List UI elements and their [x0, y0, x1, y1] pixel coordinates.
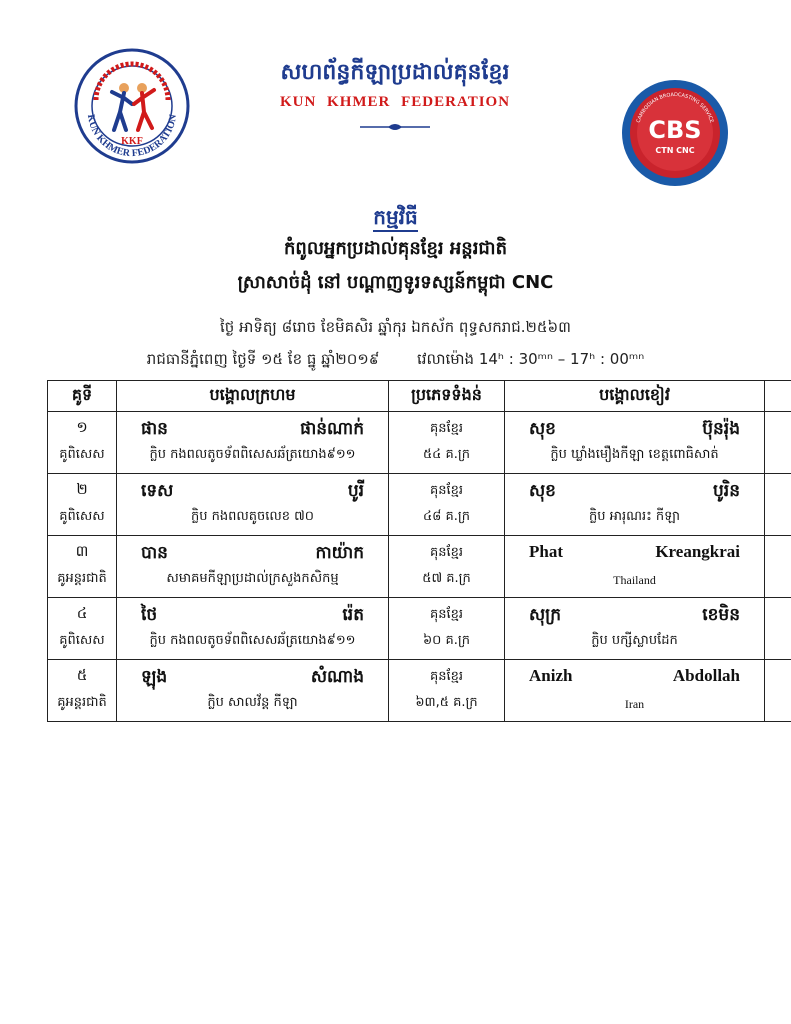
table-row: [48, 536, 791, 598]
header-red-corner: បង្គោលក្រហម: [117, 381, 389, 412]
federation-name-khmer: សហព័ន្ធកីឡាប្រដាល់គុនខ្មែរ: [280, 60, 510, 85]
blue-fighter-first-name: សុក្រ: [529, 605, 562, 625]
weight-type: គុនខ្មែរ: [429, 483, 463, 498]
header-extra: [765, 381, 791, 412]
blue-fighter-first-name: Phat: [529, 542, 563, 561]
ornament-divider: [358, 122, 432, 132]
bout-table: [47, 380, 791, 722]
weight-value: ៦៣,៥ គ.ក្រ: [415, 695, 478, 710]
red-fighter-last-name: សំណាង: [310, 667, 364, 687]
extra-cell: [765, 598, 791, 660]
blue-fighter-last-name: Kreangkrai: [655, 542, 740, 561]
extra-cell: [765, 474, 791, 536]
blue-fighter-last-name: Abdollah: [672, 666, 740, 685]
table-row: [48, 412, 791, 474]
bout-number: ៣: [75, 542, 89, 560]
blue-fighter-first-name: Anizh: [529, 666, 573, 685]
blue-fighter-first-name: សុខ: [529, 481, 556, 501]
red-fighter-last-name: រ៉េត: [342, 605, 364, 625]
bout-category: គូពិសេស: [59, 447, 105, 462]
red-fighter-club: ក្លិប កងពលតូចទ័ពពិសេសឆ័ត្រយោង៩១១: [149, 447, 356, 462]
blue-fighter-club: ក្លិប បក្សីស្លាបដែក: [591, 633, 678, 648]
red-fighter-club: សមាគមកីឡាប្រដាល់ក្រសួងកសិកម្ម: [166, 571, 339, 586]
red-fighter-club: ក្លិប សាលវ័ន្ត កីឡា: [207, 695, 298, 710]
program-title-text: កម្មវិធី: [373, 205, 417, 232]
bout-category: គូពិសេស: [59, 633, 105, 648]
kkf-logo: [74, 48, 190, 164]
red-fighter-last-name: ផាន់ណាក់: [300, 419, 364, 439]
place-time-line: [0, 350, 791, 372]
weight-type: គុនខ្មែរ: [429, 607, 463, 622]
cbs-logo-ring-text: CAMBODIAN BROADCASTING SERVICE: [635, 91, 715, 124]
blue-fighter-first-name: សុខ: [529, 419, 556, 439]
blue-fighter-country: Thailand: [613, 573, 656, 587]
bout-category: គូអន្តរជាតិ: [57, 695, 107, 710]
red-fighter-last-name: បូរី: [347, 481, 364, 501]
blue-fighter-club: ក្លិប អារុណរះ កីឡា: [588, 509, 681, 524]
cbs-logo-text: CBS: [648, 116, 702, 144]
weight-value: ៥៧ គ.ក្រ: [422, 571, 471, 586]
blue-fighter-country: Iran: [624, 697, 645, 711]
weight-type: គុនខ្មែរ: [429, 669, 463, 684]
blue-fighter-last-name: ខេមិន: [702, 605, 740, 625]
program-subtitle-1: កំពូលអ្នកប្រដាល់គុនខ្មែរ អន្តរជាតិ: [283, 238, 507, 259]
extra-cell: [765, 536, 791, 598]
bout-category: គូពិសេស: [59, 509, 105, 524]
table-row: [48, 474, 791, 536]
weight-type: គុនខ្មែរ: [429, 545, 463, 560]
extra-cell: [765, 660, 791, 722]
weight-value: ៤៨ គ.ក្រ: [422, 509, 471, 524]
extra-cell: [765, 412, 791, 474]
federation-name-english: KUN KHMER FEDERATION: [279, 94, 511, 110]
cbs-logo: [620, 78, 730, 188]
program-subtitle-2: ស្រាសាច់ដុំ នៅ បណ្តាញទូរទស្សន៍កម្ពុជា CNC: [237, 272, 554, 293]
header-weight-class: ប្រភេទទំងន់: [389, 381, 505, 412]
blue-fighter-last-name: បូរិន: [713, 481, 740, 501]
red-fighter-first-name: ឡុង: [141, 667, 168, 687]
red-fighter-club: ក្លិប កងពលតូចលេខ ៧០: [190, 509, 315, 524]
red-fighter-first-name: ផាន: [141, 419, 168, 439]
blue-fighter-club: ក្លិប ឃ្លាំងមឿងកីឡា ខេត្តពោធិសាត់: [550, 447, 719, 462]
cbs-logo-subtext: CTN CNC: [655, 146, 695, 155]
place-date: រាជធានីភ្នំពេញ ថ្ងៃទី ១៥ ខែ ធ្នូ ឆ្នាំ២០១៩: [146, 350, 380, 368]
header-blue-corner: បង្គោលខៀវ: [505, 381, 765, 412]
bout-number: ១: [76, 418, 88, 436]
table-row: [48, 660, 791, 722]
red-fighter-first-name: បាន: [141, 543, 168, 563]
red-fighter-club: ក្លិប កងពលតូចទ័ពពិសេសឆ័ត្រយោង៩១១: [149, 633, 356, 648]
blue-fighter-last-name: ប៊ុនរ៉ុង: [702, 419, 740, 439]
bout-number: ៥: [76, 666, 88, 684]
header-bout-number: គូទី: [48, 381, 117, 412]
bout-number: ២: [76, 480, 88, 498]
lunar-date-line: ថ្ងៃ អាទិត្យ ៨រោច ខែមិគសិរ ឆ្នាំកុរ ឯកស័ក ពុទ្ធសករាជ.២៥៦៣: [220, 318, 571, 336]
weight-value: ៦០ គ.ក្រ: [422, 633, 471, 648]
time-range: វេលាម៉ោង 14ʰ : 30ᵐⁿ – 17ʰ : 00ᵐⁿ: [416, 350, 645, 368]
kkf-logo-abbr: KKF: [121, 136, 143, 147]
program-title: [0, 204, 791, 234]
red-fighter-first-name: ថៃ: [141, 605, 158, 625]
red-fighter-first-name: ទេស: [141, 481, 174, 501]
kkf-logo-ring-text: KUN KHMER FEDERATION: [84, 113, 180, 160]
weight-type: គុនខ្មែរ: [429, 421, 463, 436]
weight-value: ៥៤ គ.ក្រ: [422, 447, 471, 462]
bout-category: គូអន្តរជាតិ: [57, 571, 107, 586]
red-fighter-last-name: កាយ៉ាក: [315, 543, 364, 563]
table-row: [48, 598, 791, 660]
bout-number: ៤: [76, 604, 88, 622]
